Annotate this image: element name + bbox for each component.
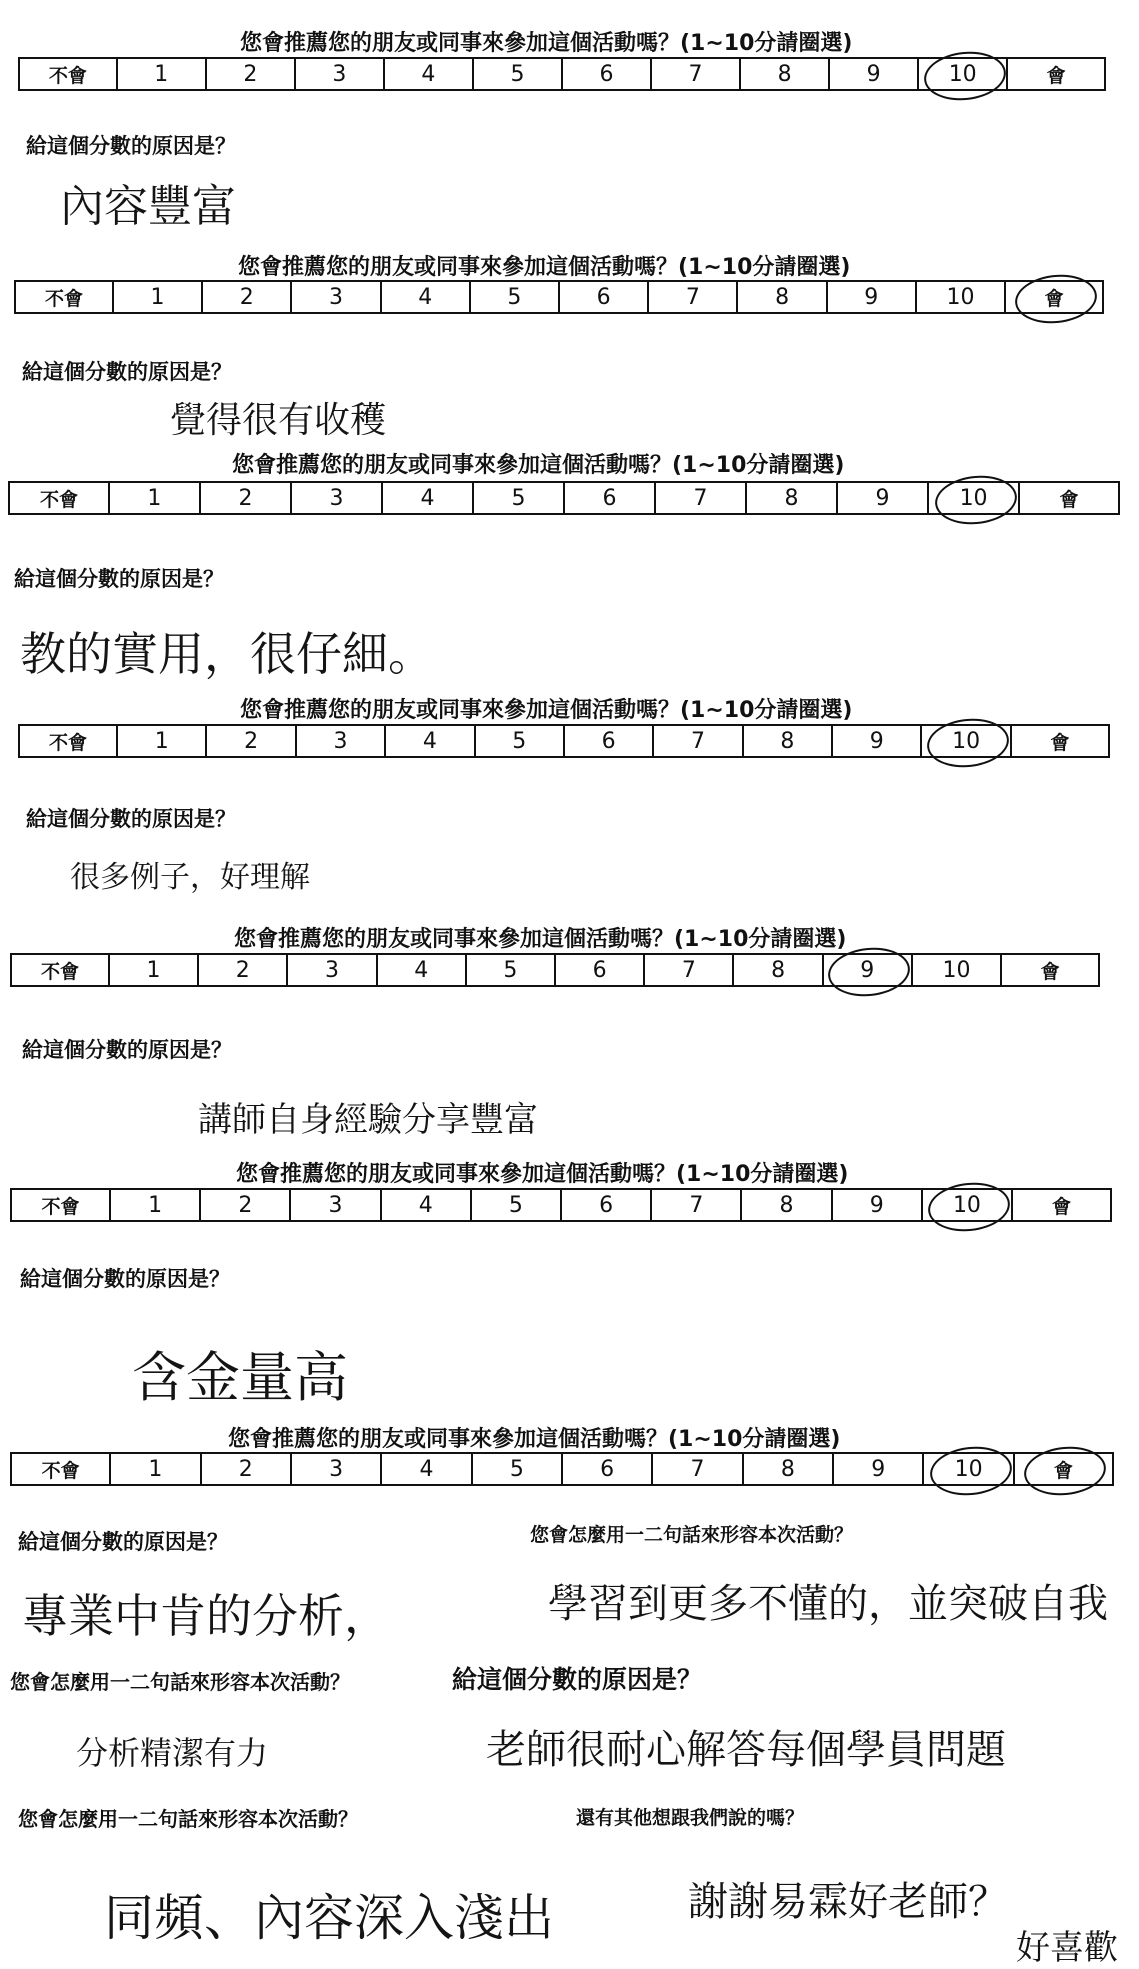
scale-cell: 7 <box>652 59 741 89</box>
scale-cell: 2 <box>203 282 292 312</box>
rating-scale <box>10 1188 1112 1222</box>
scale-cell: 7 <box>656 483 747 513</box>
scale-cell: 不會 <box>16 282 114 312</box>
scale-cell: 1 <box>111 1190 201 1220</box>
scale-cell: 4 <box>386 726 475 756</box>
scale-cell: 6 <box>565 483 656 513</box>
scale-cell: 2 <box>201 483 292 513</box>
scale-cell: 6 <box>563 59 652 89</box>
scale-cell: 會 <box>1015 1454 1112 1484</box>
scale-cell: 9 <box>833 726 922 756</box>
scale-cell: 2 <box>207 726 296 756</box>
reason-label: 給這個分數的原因是？ <box>18 1530 228 1554</box>
scale-cell: 7 <box>649 282 738 312</box>
scale-cell: 7 <box>645 955 734 985</box>
scale-cell: 1 <box>110 483 201 513</box>
scale-cell: 9 <box>824 955 913 985</box>
rating-scale <box>10 1452 1114 1486</box>
scale-cell: 會 <box>1050 731 1070 754</box>
handwritten-describe: 學習到更多不懂的，並突破自我 <box>548 1581 1108 1627</box>
scale-cell: 2 <box>207 59 296 89</box>
scale-cell: 4 <box>382 282 471 312</box>
scale-cell: 8 <box>744 1454 834 1484</box>
reason-label: 給這個分數的原因是？ <box>14 567 224 591</box>
handwritten-reason: 專業中肯的分析， <box>22 1589 390 1643</box>
reason-label: 給這個分數的原因是？ <box>26 134 236 158</box>
other-label: 還有其他想跟我們說的嗎？ <box>576 1807 805 1829</box>
scale-cell: 10 <box>923 1190 1013 1220</box>
scale-cell: 5 <box>471 282 560 312</box>
scale-cell: 10 <box>919 59 1008 89</box>
scale-cell: 7 <box>653 1454 743 1484</box>
rating-scale <box>18 57 1106 91</box>
scale-cell: 4 <box>382 1454 472 1484</box>
scale-cell: 2 <box>199 955 288 985</box>
scale-cell: 4 <box>382 1190 472 1220</box>
reason-label: 給這個分數的原因是？ <box>452 1665 703 1694</box>
scale-cell: 2 <box>202 1454 292 1484</box>
scale-cell: 5 <box>473 1454 563 1484</box>
question-label: 您會推薦您的朋友或同事來參加這個活動嗎？(1~10分請圈選) <box>236 1162 849 1187</box>
reason-label: 給這個分數的原因是？ <box>20 1267 230 1291</box>
scale-cell: 2 <box>201 1190 291 1220</box>
scale-cell: 4 <box>383 483 474 513</box>
question-label: 您會推薦您的朋友或同事來參加這個活動嗎？(1~10分請圈選) <box>234 927 847 952</box>
scale-cell: 5 <box>467 955 556 985</box>
handwritten-reason: 老師很耐心解答每個學員問題 <box>486 1727 1006 1773</box>
handwritten-describe: 分析精潔有力 <box>76 1734 269 1772</box>
scale-cell: 不會 <box>10 483 110 513</box>
scale-cell: 7 <box>652 1190 742 1220</box>
scale-cell: 10 <box>922 726 1011 756</box>
question-label: 您會推薦您的朋友或同事來參加這個活動嗎？(1~10分請圈選) <box>238 255 851 280</box>
scale-cell: 會 <box>1040 960 1060 983</box>
scale-cell: 8 <box>738 282 827 312</box>
scale-cell: 會 <box>1052 1195 1072 1218</box>
scale-cell: 3 <box>288 955 377 985</box>
scale-cell: 5 <box>472 1190 562 1220</box>
handwritten-describe: 同頻、內容深入淺出 <box>104 1889 554 1947</box>
scale-cell: 8 <box>744 726 833 756</box>
scale-cell: 1 <box>114 282 203 312</box>
scale-cell: 3 <box>292 483 383 513</box>
describe-label: 您會怎麼用一二句話來形容本次活動？ <box>18 1807 358 1831</box>
scale-cell: 6 <box>560 282 649 312</box>
scale-cell: 1 <box>118 726 207 756</box>
scale-cell: 6 <box>565 726 654 756</box>
scale-cell: 會 <box>1059 488 1079 511</box>
scale-cell: 10 <box>917 282 1006 312</box>
handwritten-other: 好喜歡 <box>1016 1928 1118 1968</box>
scale-cell: 4 <box>378 955 467 985</box>
rating-scale <box>10 953 1100 987</box>
scale-cell: 4 <box>385 59 474 89</box>
reason-label: 給這個分數的原因是？ <box>26 807 236 831</box>
describe-label: 您會怎麼用一二句話來形容本次活動？ <box>10 1670 350 1694</box>
scale-cell: 9 <box>833 1190 923 1220</box>
scale-cell: 3 <box>292 282 381 312</box>
handwritten-other: 謝謝易霖好老師？ <box>688 1879 1008 1925</box>
rating-scale <box>18 724 1110 758</box>
handwritten-reason: 內容豐富 <box>60 181 236 232</box>
scale-cell: 6 <box>562 1190 652 1220</box>
scale-cell: 5 <box>474 483 565 513</box>
handwritten-reason: 含金量高 <box>132 1346 348 1409</box>
scale-cell: 6 <box>556 955 645 985</box>
scale-cell: 不會 <box>20 726 118 756</box>
scale-cell: 不會 <box>12 1190 111 1220</box>
scale-cell: 3 <box>297 726 386 756</box>
scale-cell: 7 <box>654 726 743 756</box>
scale-cell: 8 <box>741 59 830 89</box>
question-label: 您會推薦您的朋友或同事來參加這個活動嗎？(1~10分請圈選) <box>240 698 853 723</box>
scale-cell: 9 <box>838 483 929 513</box>
scale-cell: 3 <box>292 1454 382 1484</box>
handwritten-reason: 講師自身經驗分享豐富 <box>198 1100 538 1140</box>
rating-scale <box>8 481 1120 515</box>
scale-cell: 9 <box>828 282 917 312</box>
scale-cell: 10 <box>913 955 1002 985</box>
rating-scale <box>14 280 1104 314</box>
scale-cell: 5 <box>476 726 565 756</box>
scale-cell: 3 <box>291 1190 381 1220</box>
reason-label: 給這個分數的原因是？ <box>22 1038 232 1062</box>
scale-cell: 8 <box>734 955 823 985</box>
scale-cell: 不會 <box>20 59 118 89</box>
describe-label: 您會怎麼用一二句話來形容本次活動？ <box>530 1524 854 1546</box>
question-label: 您會推薦您的朋友或同事來參加這個活動嗎？(1~10分請圈選) <box>232 453 845 478</box>
question-label: 您會推薦您的朋友或同事來參加這個活動嗎？(1~10分請圈選) <box>228 1427 841 1452</box>
scale-cell: 10 <box>929 483 1020 513</box>
scale-cell: 8 <box>742 1190 832 1220</box>
scale-cell: 不會 <box>12 955 110 985</box>
handwritten-reason: 教的實用，很仔細。 <box>20 627 434 681</box>
scale-cell: 會 <box>1046 64 1066 87</box>
handwritten-reason: 覺得很有收穫 <box>170 400 387 441</box>
scale-cell: 8 <box>747 483 838 513</box>
scale-cell: 不會 <box>12 1454 111 1484</box>
scale-cell: 6 <box>563 1454 653 1484</box>
reason-label: 給這個分數的原因是？ <box>22 360 232 384</box>
scale-cell: 5 <box>474 59 563 89</box>
scale-cell: 10 <box>924 1454 1014 1484</box>
scale-cell: 1 <box>111 1454 201 1484</box>
scale-cell: 9 <box>834 1454 924 1484</box>
handwritten-reason: 很多例子，好理解 <box>70 860 310 895</box>
scale-cell: 9 <box>830 59 919 89</box>
scale-cell: 1 <box>118 59 207 89</box>
scale-cell: 會 <box>1006 282 1102 312</box>
question-label: 您會推薦您的朋友或同事來參加這個活動嗎？(1~10分請圈選) <box>240 31 853 56</box>
scale-cell: 3 <box>296 59 385 89</box>
scale-cell: 1 <box>110 955 199 985</box>
